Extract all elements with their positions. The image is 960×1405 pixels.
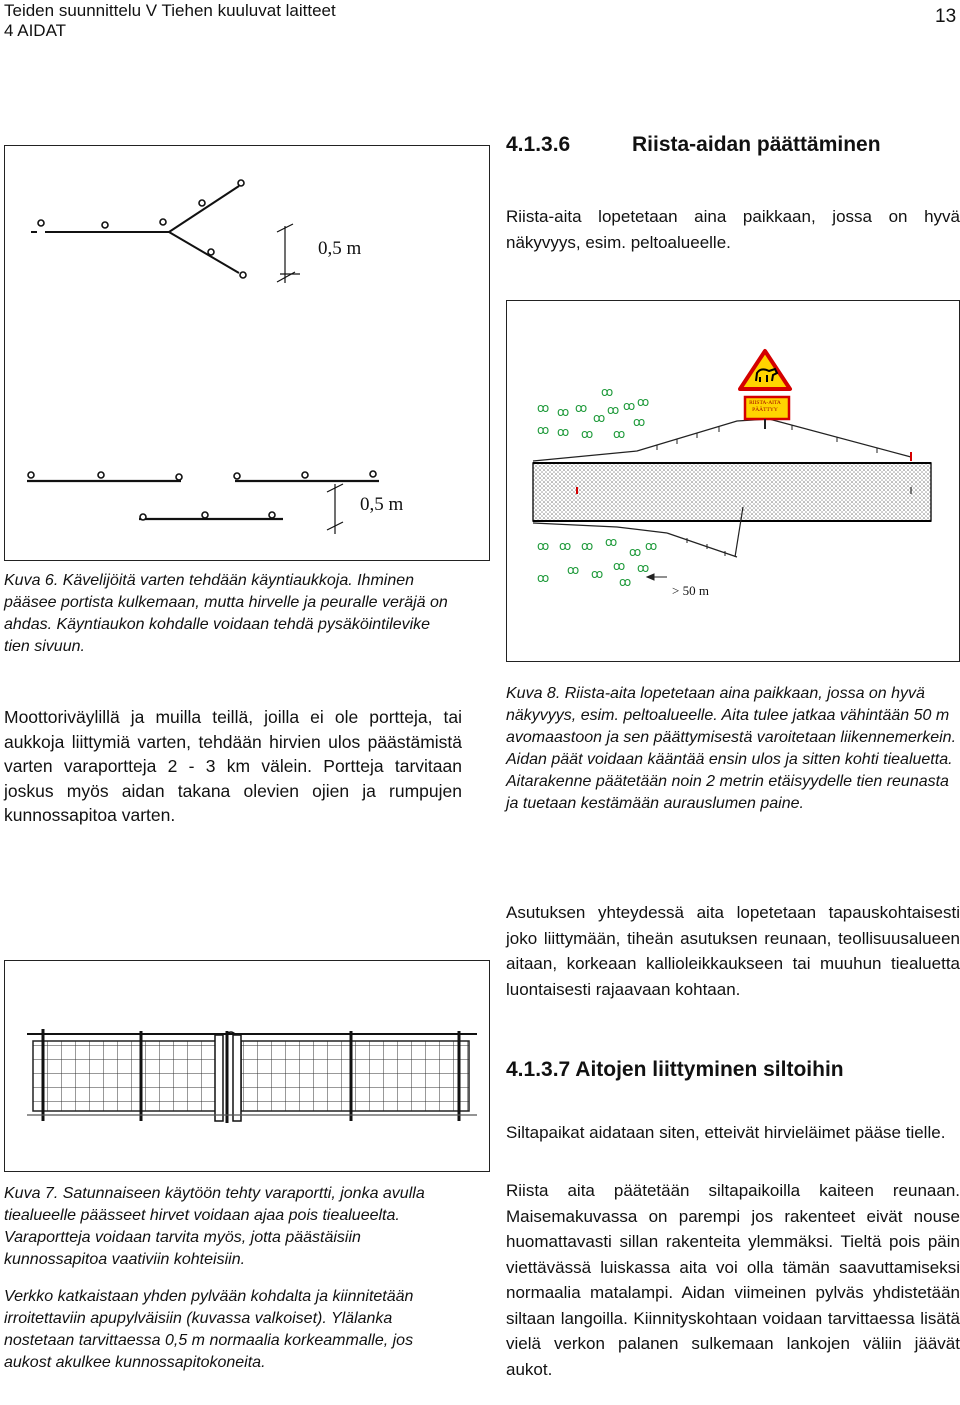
section-number-4-1-3-6: 4.1.3.6 <box>506 133 571 156</box>
figure-6-caption: Kuva 6. Kävelijöitä varten tehdään käyntiaukkoja. Ihminen pääsee portista kulkemaan, mutta hirvelle ja peuralle veräjä on ahdas. Käyntiaukon kohdalle voidaan tehdä pysäköintilevike tien sivuun. <box>4 572 448 655</box>
fence-mesh-right <box>241 1041 469 1111</box>
chapter-label: 4 AIDAT <box>4 21 67 40</box>
tree-icon: ꝏ <box>613 427 626 441</box>
tree-icon: ꝏ <box>537 539 550 553</box>
dimension-label-top: 0,5 m <box>318 238 362 259</box>
tree-icon: ꝏ <box>537 423 550 437</box>
road-band <box>533 463 931 521</box>
tree-icon: ꝏ <box>537 571 550 585</box>
section-title-riista-aidan-paattaminen: Riista-aidan päättäminen <box>632 133 881 156</box>
tree-icon: ꝏ <box>575 401 588 415</box>
tree-icon: ꝏ <box>557 425 570 439</box>
figure-7-caption: Kuva 7. Satunnaiseen käytöön tehty varaportti, jonka avulla tiealueelle päässeet hirvet voidaan ajaa pois tiealueelta. Varaportteja voidaan tarvita myös, jotta päästäisiin kunnossapitoa vaativiin kohteisiin. <box>4 1185 425 1268</box>
sign-text-line-2: PÄÄTTYY <box>752 407 778 413</box>
page-number: 13 <box>935 6 957 27</box>
tree-icon: ꝏ <box>591 567 604 581</box>
document-title: Teiden suunnittelu V Tiehen kuuluvat laitteet <box>4 1 336 20</box>
sign-text <box>743 400 787 414</box>
fence-mesh-left <box>33 1041 221 1111</box>
tree-icon: ꝏ <box>619 575 632 589</box>
section-2-paragraph-1: Siltapaikat aidataan siten, etteivät hirvieläimet pääse tielle. <box>506 1123 946 1142</box>
dimension-label-bottom: 0,5 m <box>360 494 404 515</box>
tree-icon: ꝏ <box>623 399 636 413</box>
figure-6-frame <box>4 145 490 561</box>
tree-icon: ꝏ <box>613 559 626 573</box>
figure-7-frame <box>4 960 490 1172</box>
sign-text-line-1: RIISTA-AITA <box>749 400 781 406</box>
tree-icon: ꝏ <box>581 539 594 553</box>
tree-icon: ꝏ <box>633 415 646 429</box>
tree-icon: ꝏ <box>567 563 580 577</box>
tree-icon: ꝏ <box>605 535 618 549</box>
tree-icon: ꝏ <box>637 395 650 409</box>
tree-cluster-lower <box>537 531 677 597</box>
tree-icon: ꝏ <box>645 539 658 553</box>
tree-icon: ꝏ <box>559 539 572 553</box>
tree-icon: ꝏ <box>629 545 642 559</box>
figure-8-caption-text: Riista-aita lopetetaan aina paikkaan, jossa on hyvä näkyvyys, esim. peltoalueelle. Aita tulee jatkaa vähintään 50 m avomaastoon ja sen päättymisestä varoitetaan liikennemerkein. Aidan päät voidaan kääntää ensin ulos ja sitten kohti tiealuetta. Aitarakenne päätetään noin 2 metrin etäisyydelle tien reunasta ja tuetaan kestämään aurauslumen paine. <box>506 685 957 812</box>
tree-icon: ꝏ <box>581 427 594 441</box>
figure-8-caption-label: Kuva 8. <box>506 685 561 702</box>
figure-7-drawing <box>5 961 488 1170</box>
figure-6-drawing <box>5 146 488 559</box>
figure-8-frame <box>506 300 960 662</box>
tree-icon: ꝏ <box>593 411 606 425</box>
section-intro: Riista-aita lopetetaan aina paikkaan, jossa on hyvä näkyvyys, esim. peltoalueelle. <box>506 207 960 252</box>
tree-icon: ꝏ <box>537 401 550 415</box>
moose-warning-sign <box>740 351 790 429</box>
section-title-aitojen-liittyminen-siltoihin: 4.1.3.7 Aitojen liittyminen siltoihin <box>506 1058 844 1081</box>
section-2-paragraph-2: Riista aita päätetään siltapaikoilla kaiteen reunaan. Maisemakuvassa on parempi jos rakenteet eivät nouse huomattavasti sillan rakenteita ylemmäksi. Tieltä pois päin viettävässä luiskassa aita voi olla tämän saavuttamiseksi normaalia matalampi. Aidan viimeinen pylväs yhdistetään siltaan langoilla. Kiinnityskohtaan voidaan tarvittaessa lisätä vielä verkon palanen sulkemaan lankojen väliin jäävät aukot. <box>506 1181 960 1379</box>
figure-8-drawing <box>507 301 958 660</box>
distance-label: > 50 m <box>672 583 709 598</box>
tree-icon: ꝏ <box>557 405 570 419</box>
tree-cluster-upper <box>537 385 697 451</box>
figure-7-caption-extra: Verkko katkaistaan yhden pylvään kohdalta ja kiinnitetään irroitettaviin apupylväisiin (kuvassa valkoiset). Ylälanka nostetaan tarvittaessa 0,5 m normaalia korkeammalle, jos aukost akulkee kunnossapitokoneita. <box>4 1288 414 1371</box>
tree-icon: ꝏ <box>607 403 620 417</box>
tree-icon: ꝏ <box>637 561 650 575</box>
paragraph-emergency-gates: Moottoriväylillä ja muilla teillä, joilla ei ole portteja, tai aukkoja liittymiä varten, tehdään hirvien ulos päästämistä varten varaportteja 2 - 3 km välein. Portteja tarvitaan joskus myös aidan takana olevien ojien ja rumpujen kunnossapitoa varten. <box>4 707 462 825</box>
figure-8-caption <box>506 683 960 815</box>
paragraph-settlement: Asutuksen yhteydessä aita lopetetaan tapauskohtaisesti joko liittymään, tiheän asutuksen reunaan, teollisuusalueen aitaan, korkeaan kallioleikkaukseen tai muuhun tiealuetta luontaisesti rajaavaan kohtaan. <box>506 903 960 999</box>
tree-icon: ꝏ <box>601 385 614 399</box>
